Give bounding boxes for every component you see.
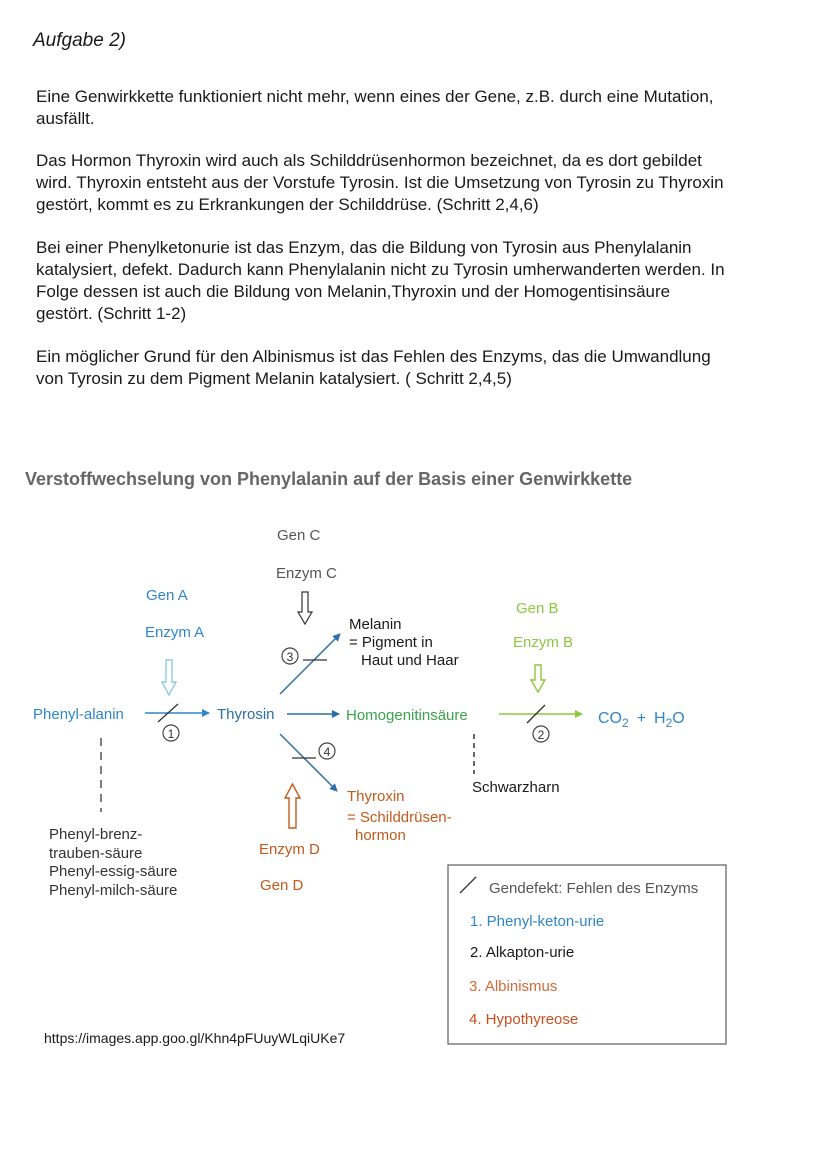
schwarzharn-label: Schwarzharn xyxy=(472,779,560,796)
step-4-number: 4 xyxy=(323,745,331,759)
step-3-number: 3 xyxy=(286,650,294,664)
enzym-c-arrow xyxy=(298,592,312,624)
homogentisinsaeure-label: Homogenitinsäure xyxy=(346,707,468,724)
thyroxin-label: Thyroxin = Schilddrüsen- hormon xyxy=(347,788,452,844)
melanin-label: Melanin = Pigment in Haut und Haar xyxy=(349,616,459,669)
legend-item-4: 4. Hypothyreose xyxy=(469,1011,579,1028)
legend-item-2: 2. Alkapton-urie xyxy=(470,944,575,961)
paragraph-1: Eine Genwirkkette funktioniert nicht mehr, wenn eines der Gene, z.B. durch eine Mutation, ausfällt. xyxy=(36,87,714,128)
legend-item-3: 3. Albinismus xyxy=(469,978,558,995)
thyrosin-label: Thyrosin xyxy=(217,706,275,723)
phenylalanin-label: Phenyl-alanin xyxy=(33,706,124,723)
diagram-title: Verstoffwechselung von Phenylalanin auf der Basis einer Genwirkkette xyxy=(25,469,633,489)
step-2-number: 2 xyxy=(537,728,545,742)
gen-a-label: Gen A xyxy=(146,587,188,604)
gen-d-label: Gen D xyxy=(260,877,304,894)
enzym-b-label: Enzym B xyxy=(513,634,574,651)
paragraph-2: Das Hormon Thyroxin wird auch als Schilddrüsenhormon bezeichnet, da es dort gebildet wird. Thyroxin entsteht aus der Vorstufe Tyrosin. Ist die Umsetzung von Tyrosin zu Thyroxin gestört, kommt es zu Erkrankungen der Schilddrüse. (Schritt 2,4,6) xyxy=(36,151,724,214)
enzym-c-label: Enzym C xyxy=(276,565,337,582)
enzym-d-label: Enzym D xyxy=(259,841,320,858)
enzym-b-arrow xyxy=(531,665,545,692)
step-1-number: 1 xyxy=(167,727,175,741)
gen-c-label: Gen C xyxy=(277,527,321,544)
enzym-a-label: Enzym A xyxy=(145,624,205,641)
legend-title: Gendefekt: Fehlen des Enzyms xyxy=(489,880,699,897)
co2-h2o-label: $CO_2 + H_2O$ xyxy=(598,710,685,730)
paragraph-4: Ein möglicher Grund für den Albinismus ist das Fehlen des Enzyms, das die Umwandlung von Tyrosin zu dem Pigment Melanin katalysiert. ( Schritt 2,4,5) xyxy=(36,347,711,388)
enzym-d-arrow xyxy=(285,784,300,828)
gen-b-label: Gen B xyxy=(516,600,559,617)
legend-item-1: 1. Phenyl-keton-urie xyxy=(470,913,605,930)
byproducts-label: Phenyl-brenz- trauben-säure Phenyl-essig-säure Phenyl-milch-säure xyxy=(49,826,178,899)
source-url: https://images.app.goo.gl/Khn4pFUuyWLqiUKe7 xyxy=(44,1030,346,1046)
enzym-a-arrow xyxy=(162,660,176,695)
task-heading: Aufgabe 2) xyxy=(33,30,126,51)
paragraph-3: Bei einer Phenylketonurie ist das Enzym, das die Bildung von Tyrosin aus Phenylalanin katalysiert, defekt. Dadurch kann Phenylalanin nicht zu Tyrosin umherwanderten werden. In Folge dessen ist auch die Bildung von Melanin,Thyroxin und der Homogentisinsäure gestört. (Schritt 1-2) xyxy=(36,238,725,323)
